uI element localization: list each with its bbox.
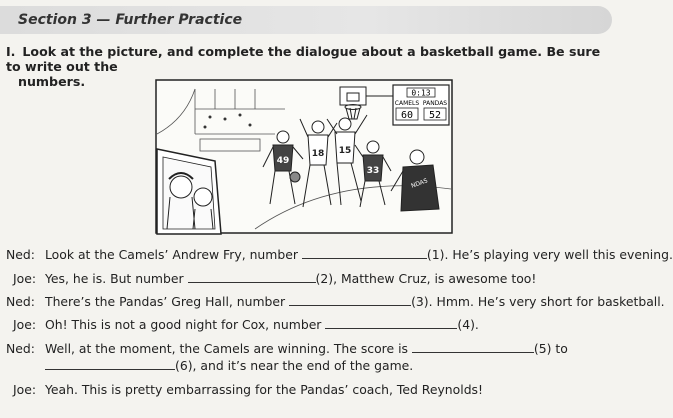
answer-blank-1[interactable] xyxy=(302,247,427,259)
dialogue-line-3 xyxy=(6,294,665,309)
tv-screen-commentators xyxy=(157,149,221,234)
dialogue-text: Yeah. This is pretty embarrassing for the Pandas’ coach, Ted Reynolds! xyxy=(45,382,483,397)
answer-blank-3[interactable] xyxy=(289,294,411,306)
dialogue-line-1 xyxy=(6,247,673,262)
instruction-number: I. xyxy=(6,44,16,59)
speaker: Ned: xyxy=(6,341,35,356)
jersey-number: 33 xyxy=(366,166,380,176)
dialogue-line-6 xyxy=(45,358,413,373)
dialogue-text: (4). xyxy=(457,317,479,332)
section-title: Section 3 — Further Practice xyxy=(18,12,243,28)
basketball-game-illustration xyxy=(155,79,453,234)
dialogue-text: Oh! This is not a good night for Cox, number xyxy=(45,317,322,332)
scoreboard xyxy=(393,85,449,125)
dialogue-text: (2), Matthew Cruz, is awesome too! xyxy=(315,271,537,286)
scoreboard-team2: PANDAS xyxy=(422,100,448,107)
scoreboard-team1: CAMELS xyxy=(394,100,420,107)
coach-shirt-text: NDAS xyxy=(410,177,429,190)
dialogue-text: Yes, he is. But number xyxy=(45,271,184,286)
speaker: Joe: xyxy=(13,317,37,332)
jersey-number: 18 xyxy=(311,149,325,159)
speaker: Joe: xyxy=(13,271,37,286)
speaker: Ned: xyxy=(6,294,35,309)
instruction-text-line2: numbers. xyxy=(18,74,86,89)
answer-blank-2[interactable] xyxy=(188,271,316,283)
dialogue-text: (5) to xyxy=(533,341,568,356)
scoreboard-score2: 52 xyxy=(428,110,442,121)
dialogue-text: (6), and it’s near the end of the game. xyxy=(175,358,414,373)
dialogue-line-4 xyxy=(13,317,479,332)
dialogue-line-5 xyxy=(6,341,568,356)
speaker: Joe: xyxy=(13,382,37,397)
speaker: Ned: xyxy=(6,247,35,262)
answer-blank-4[interactable] xyxy=(325,317,457,329)
scoreboard-time: 0:13 xyxy=(411,88,431,98)
answer-blank-5[interactable] xyxy=(412,341,534,353)
basketball-icon xyxy=(290,172,300,182)
dialogue-text: Look at the Camels’ Andrew Fry, number xyxy=(45,247,298,262)
dialogue-text: Well, at the moment, the Camels are winning. The score is xyxy=(45,341,408,356)
jersey-number: 15 xyxy=(338,146,352,156)
dialogue-line-7 xyxy=(13,382,483,397)
dialogue-text: (3). Hmm. He’s very short for basketball. xyxy=(411,294,665,309)
instruction-text-line1: Look at the picture, and complete the dialogue about a basketball game. Be sure to write out the xyxy=(6,44,601,74)
answer-blank-6[interactable] xyxy=(45,358,175,370)
dialogue-text: There’s the Pandas’ Greg Hall, number xyxy=(45,294,286,309)
jersey-number: 49 xyxy=(276,156,290,166)
scoreboard-score1: 60 xyxy=(400,110,414,121)
dialogue-text: (1). He’s playing very well this evening. xyxy=(426,247,673,262)
dialogue-line-2 xyxy=(13,271,536,286)
